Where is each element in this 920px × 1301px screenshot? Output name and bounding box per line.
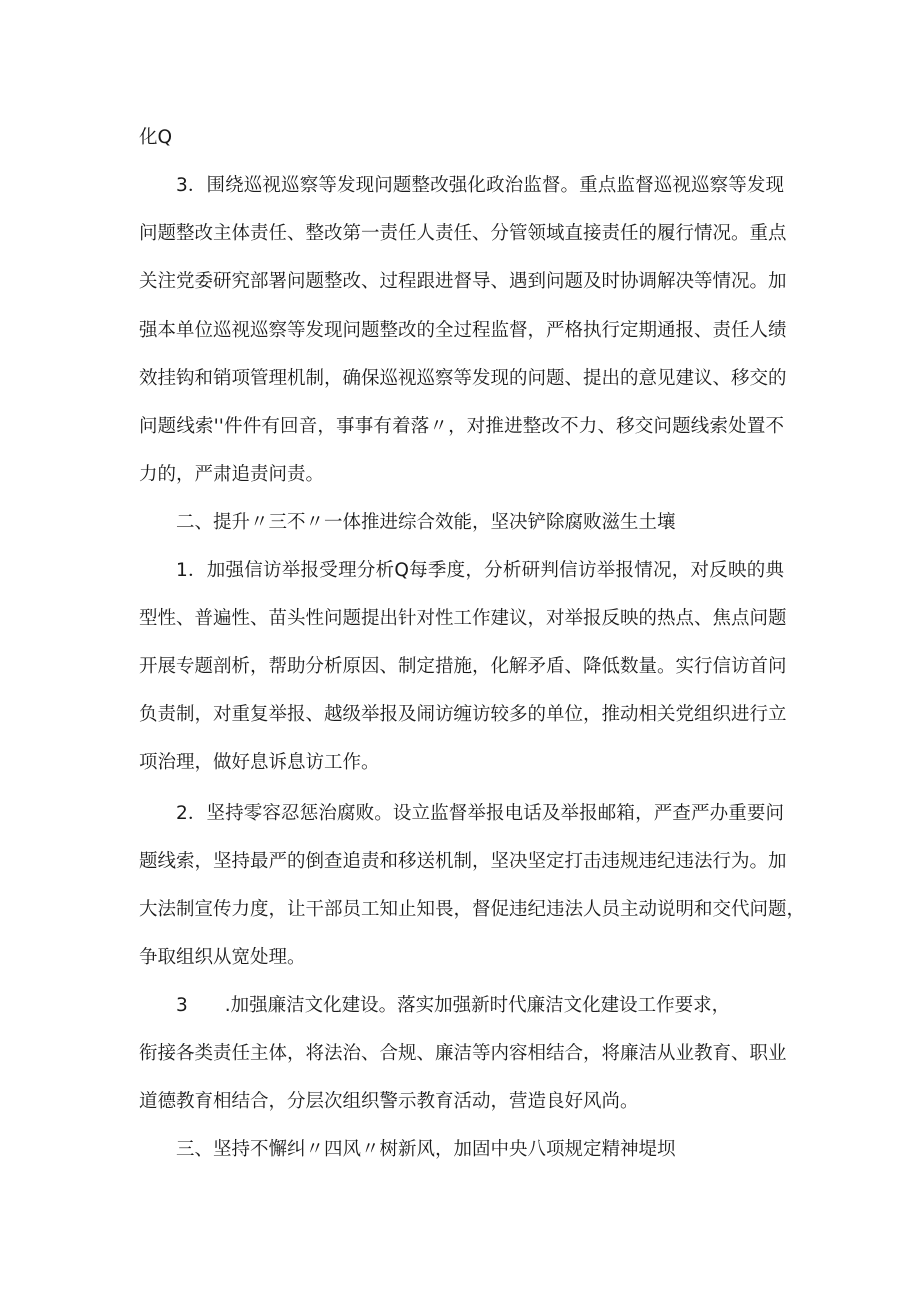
text-line-16: 题线索，坚持最严的倒查追责和移送机制，坚决坚定打击违规违纪违法行为。加 <box>139 851 787 872</box>
text-line-17: 大法制宣传力度，让干部员工知止知畏，督促违纪违法人员主动说明和交代问题， <box>139 899 806 920</box>
text-line-8: 力的，严肃追责问责。 <box>139 464 325 485</box>
text-line-21: 道德教育相结合，分层次组织警示教育活动，营造良好风尚。 <box>139 1091 639 1112</box>
text-line-15: 2．坚持零容忍惩治腐败。设立监督举报电话及举报邮箱，严查严办重要问 <box>176 803 784 824</box>
text-line-11: 型性、普遍性、苗头性问题提出针对性工作建议，对举报反映的热点、焦点问题 <box>139 608 787 629</box>
text-line-10: 1．加强信访举报受理分析Q每季度，分析研判信访举报情况，对反映的典 <box>176 560 784 581</box>
text-line-7: 问题线索''件件有回音，事事有着落〃，对推进整改不力、移交问题线索处置不 <box>139 416 784 437</box>
text-line-3: 问题整改主体责任、整改第一责任人责任、分管领域直接责任的履行情况。重点 <box>139 223 787 244</box>
text-line-6: 效挂钩和销项管理机制，确保巡视巡察等发现的问题、提出的意见建议、移交的 <box>139 368 787 389</box>
text-line-18: 争取组织从宽处理。 <box>139 947 306 968</box>
text-line-5: 强本单位巡视巡察等发现问题整改的全过程监督，严格执行定期通报、责任人绩 <box>139 320 787 341</box>
section-heading-3: 三、坚持不懈纠〃四风〃树新风，加固中央八项规定精神堤坝 <box>176 1139 676 1160</box>
text-line-2: 3．围绕巡视巡察等发现问题整改强化政治监督。重点监督巡视巡察等发现 <box>176 175 784 196</box>
text-line-14: 项治理，做好息诉息访工作。 <box>139 752 380 773</box>
text-line-1: 化Q <box>139 127 173 148</box>
text-line-20: 衔接各类责任主体，将法治、合规、廉洁等内容相结合，将廉洁从业教育、职业 <box>139 1043 787 1064</box>
text-line-12: 开展专题剖析，帮助分析原因、制定措施，化解矛盾、降低数量。实行信访首问 <box>139 656 787 677</box>
text-line-4: 关注党委研究部署问题整改、过程跟进督导、遇到问题及时协调解决等情况。加 <box>139 271 787 292</box>
section-heading-2: 二、提升〃三不〃一体推进综合效能，坚决铲除腐败滋生土壤 <box>176 512 676 533</box>
text-line-19: 3 .加强廉洁文化建设。落实加强新时代廉洁文化建设工作要求， <box>176 995 731 1016</box>
text-line-13: 负责制，对重复举报、越级举报及闹访缠访较多的单位，推动相关党组织进行立 <box>139 704 787 725</box>
